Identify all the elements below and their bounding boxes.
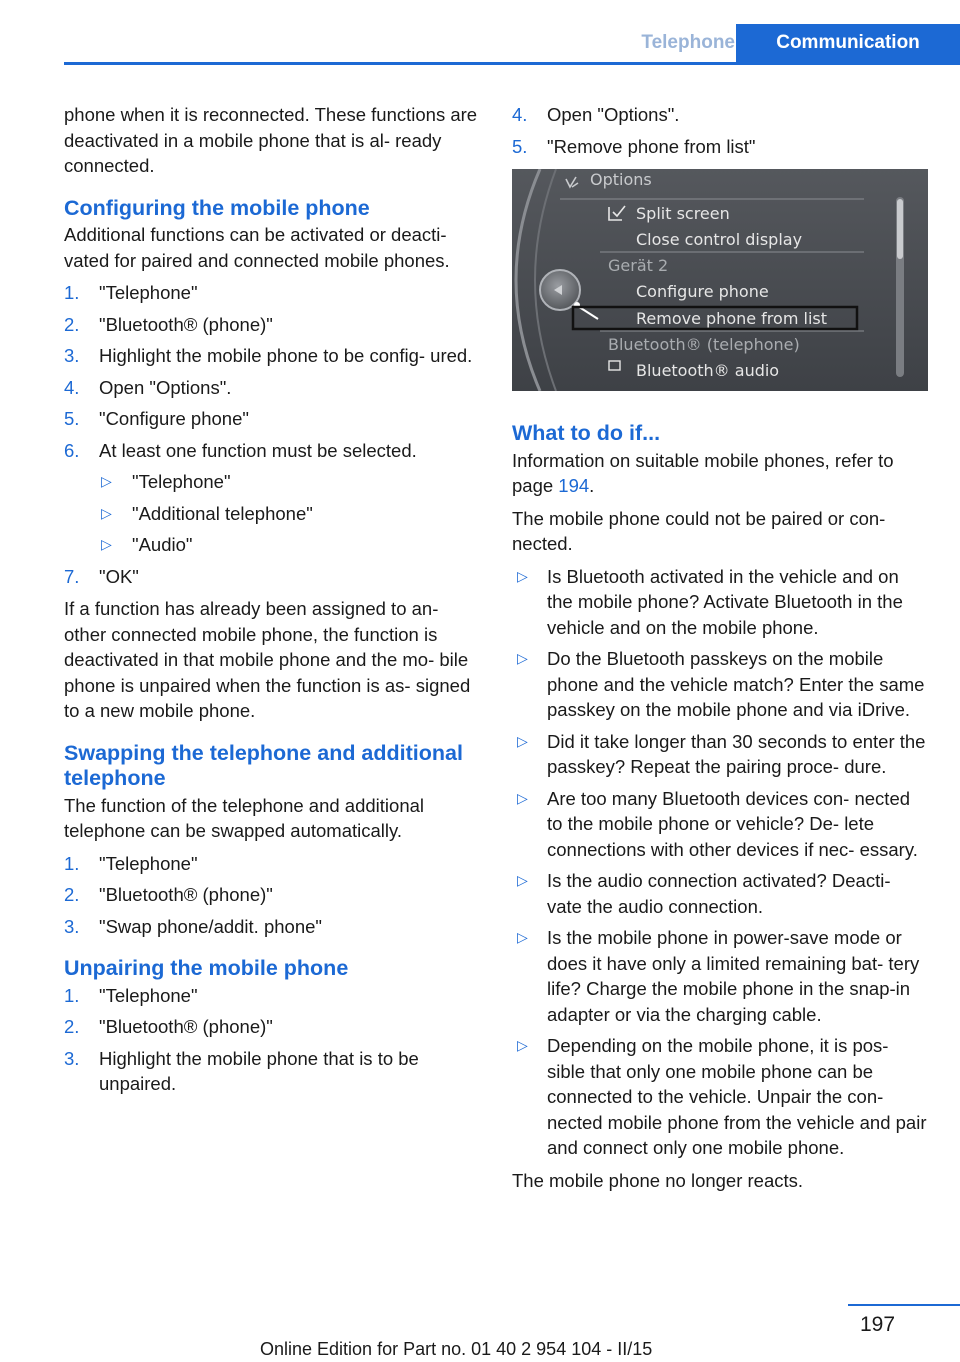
bullet-text: Do the Bluetooth passkeys on the mobile phone and the vehicle match? Enter the same passkey on the mobile phone and via iDrive. [547, 648, 925, 720]
info-paragraph [512, 448, 928, 499]
left-column [64, 102, 480, 1104]
configuring-text: Additional functions can be activated or deacti‐ vated for paired and connected mobile phones. [64, 224, 450, 271]
list-item [64, 343, 480, 369]
list-item [99, 501, 480, 527]
list-item [64, 375, 480, 401]
step-text: "OK" [99, 565, 139, 587]
list-item [512, 925, 928, 1027]
bullet-text: Are too many Bluetooth devices con‐ nected to the mobile phone or vehicle? De‐ lete connections with other devices if nec‐ essary. [547, 787, 918, 860]
triangle-bullet-icon: ▷ [517, 872, 528, 888]
page-number: 197 [860, 1313, 896, 1336]
menu-item-configure-phone[interactable]: Configure phone [636, 282, 769, 301]
bullet-text: Is Bluetooth activated in the vehicle and on the mobile phone? Activate Bluetooth in the vehicle and on the mobile phone. [547, 565, 903, 638]
info-text: Information on suitable mobile phones, refer to page [512, 449, 894, 496]
step-text: "Telephone" [99, 852, 198, 874]
menu-item-close-display[interactable]: Close control display [636, 230, 803, 249]
list-item [64, 983, 480, 1009]
step-text: "Telephone" [99, 282, 198, 303]
step-text: "Bluetooth® (phone)" [99, 884, 273, 905]
triangle-bullet-icon: ▷ [517, 789, 528, 806]
list-item [64, 564, 480, 590]
step-number: 3. [64, 915, 80, 937]
swapping-steps [64, 851, 480, 940]
list-item [99, 469, 480, 495]
step-text: Highlight the mobile phone to be config‐ ured. [99, 345, 473, 366]
triangle-bullet-icon: ▷ [517, 650, 528, 666]
options-title: Options [590, 170, 652, 189]
configuring-note: If a function has already been assigned to an‐ other connected mobile phone, the function is deactivated in that mobile phone and the mo‐ bile phone is unpaired when the function is as‐ signed to a new mobile phone. [64, 598, 471, 721]
no-react-text: The mobile phone no longer reacts. [512, 1169, 804, 1191]
list-item [512, 564, 928, 641]
list-item [64, 882, 480, 908]
list-item [64, 851, 480, 877]
list-item [64, 406, 480, 432]
list-item [512, 1033, 928, 1161]
step-text: Open "Options". [547, 104, 680, 125]
heading-what-to-do: What to do if... [512, 421, 661, 445]
list-item [64, 1046, 480, 1097]
step-number: 5. [512, 135, 528, 157]
bullet-text: Is the audio connection activated? Deacti‐ vate the audio connection. [547, 870, 891, 917]
page-link[interactable]: 194 [558, 475, 590, 496]
list-item [64, 280, 480, 306]
configuring-steps [64, 280, 480, 589]
bullet-text: Depending on the mobile phone, it is pos‐ sible that only one mobile phone can be connected to the vehicle. Unpair the con‐ nected mobile phone from the vehicle and pair and connect only one mobile phone. [547, 1035, 927, 1158]
step-text: "Telephone" [99, 984, 198, 1006]
triangle-bullet-icon: ▷ [517, 732, 528, 749]
menu-item-remove-phone[interactable]: Remove phone from list [636, 309, 827, 328]
step-number: 2. [64, 884, 80, 905]
step-number: 3. [64, 345, 80, 366]
menu-group-device: Gerät 2 [608, 256, 669, 275]
sub-item-text: "Audio" [132, 534, 193, 555]
step-text: "Configure phone" [99, 408, 249, 429]
unpairing-steps [64, 983, 480, 1097]
list-item [64, 914, 480, 940]
step-number: 1. [64, 282, 80, 303]
step-text: "Bluetooth® (phone)" [99, 1016, 273, 1037]
step-number: 4. [512, 104, 528, 125]
idrive-display [512, 169, 928, 391]
heading-unpairing: Unpairing the mobile phone [64, 956, 349, 980]
intro-paragraph: phone when it is reconnected. These functions are deactivated in a mobile phone that is al‐ ready connected. [64, 104, 478, 176]
list-item [512, 868, 928, 919]
menu-group-bluetooth: Bluetooth® (telephone) [608, 335, 800, 354]
list-item [64, 1014, 480, 1040]
list-item [64, 312, 480, 338]
bullet-text: Did it take longer than 30 seconds to enter the passkey? Repeat the pairing proce‐ dure. [547, 730, 926, 777]
scrollbar-thumb[interactable] [897, 199, 903, 259]
bullet-text: Is the mobile phone in power-save mode or does it have only a limited remaining bat‐ tery life? Charge the mobile phone in the snap-in adapter or via the charging cable. [547, 927, 920, 1025]
heading-configuring: Configuring the mobile phone [64, 195, 370, 220]
step-text: At least one function must be selected. [99, 439, 417, 461]
triangle-bullet-icon: ▷ [517, 1037, 528, 1053]
footer-divider [848, 1304, 960, 1306]
menu-item-split-screen[interactable]: Split screen [636, 204, 730, 223]
remove-steps [512, 102, 928, 159]
list-item [512, 729, 928, 780]
right-column [512, 102, 928, 1200]
list-item [512, 786, 928, 863]
step-number: 2. [64, 313, 80, 335]
step-number: 7. [64, 565, 80, 587]
step-text: Open "Options". [99, 376, 232, 398]
step-text: "Bluetooth® (phone)" [99, 313, 273, 335]
swapping-text: The function of the telephone and additional telephone can be swapped automatically. [64, 794, 425, 841]
not-paired-text: The mobile phone could not be paired or con‐ nected. [512, 507, 886, 554]
section-title: Telephone [641, 32, 735, 53]
step-number: 1. [64, 852, 80, 874]
step-text: "Remove phone from list" [547, 135, 756, 157]
page-header [64, 24, 960, 65]
edition-footer: Online Edition for Part no. 01 40 2 954 104 - II/15 [260, 1339, 653, 1359]
idrive-screenshot [512, 169, 928, 391]
step-number: 2. [64, 1016, 80, 1037]
list-item [512, 134, 928, 160]
sub-item-text: "Telephone" [132, 471, 231, 492]
list-item [64, 438, 480, 464]
triangle-bullet-icon: ▷ [517, 567, 528, 584]
triangle-bullet-icon: ▷ [101, 536, 112, 552]
list-item [512, 102, 928, 128]
triangle-bullet-icon: ▷ [517, 929, 528, 945]
menu-item-bt-audio[interactable]: Bluetooth® audio [636, 361, 780, 380]
info-suffix: . [589, 475, 595, 496]
step-text: "Swap phone/addit. phone" [99, 915, 322, 937]
heading-swapping: Swapping the telephone and additional telephone [64, 740, 463, 790]
sub-item-text: "Additional telephone" [132, 502, 313, 524]
troubleshooting-list [512, 564, 928, 1161]
step-number: 3. [64, 1047, 80, 1069]
step-number: 1. [64, 984, 80, 1006]
triangle-bullet-icon: ▷ [101, 504, 112, 521]
list-item [99, 532, 480, 558]
chapter-tab: Communication [736, 24, 960, 62]
triangle-bullet-icon: ▷ [101, 473, 112, 489]
list-item [512, 646, 928, 723]
step-number: 5. [64, 408, 80, 429]
step-number: 4. [64, 376, 80, 398]
step-text: Highlight the mobile phone that is to be unpaired. [99, 1047, 419, 1094]
step-number: 6. [64, 439, 80, 461]
